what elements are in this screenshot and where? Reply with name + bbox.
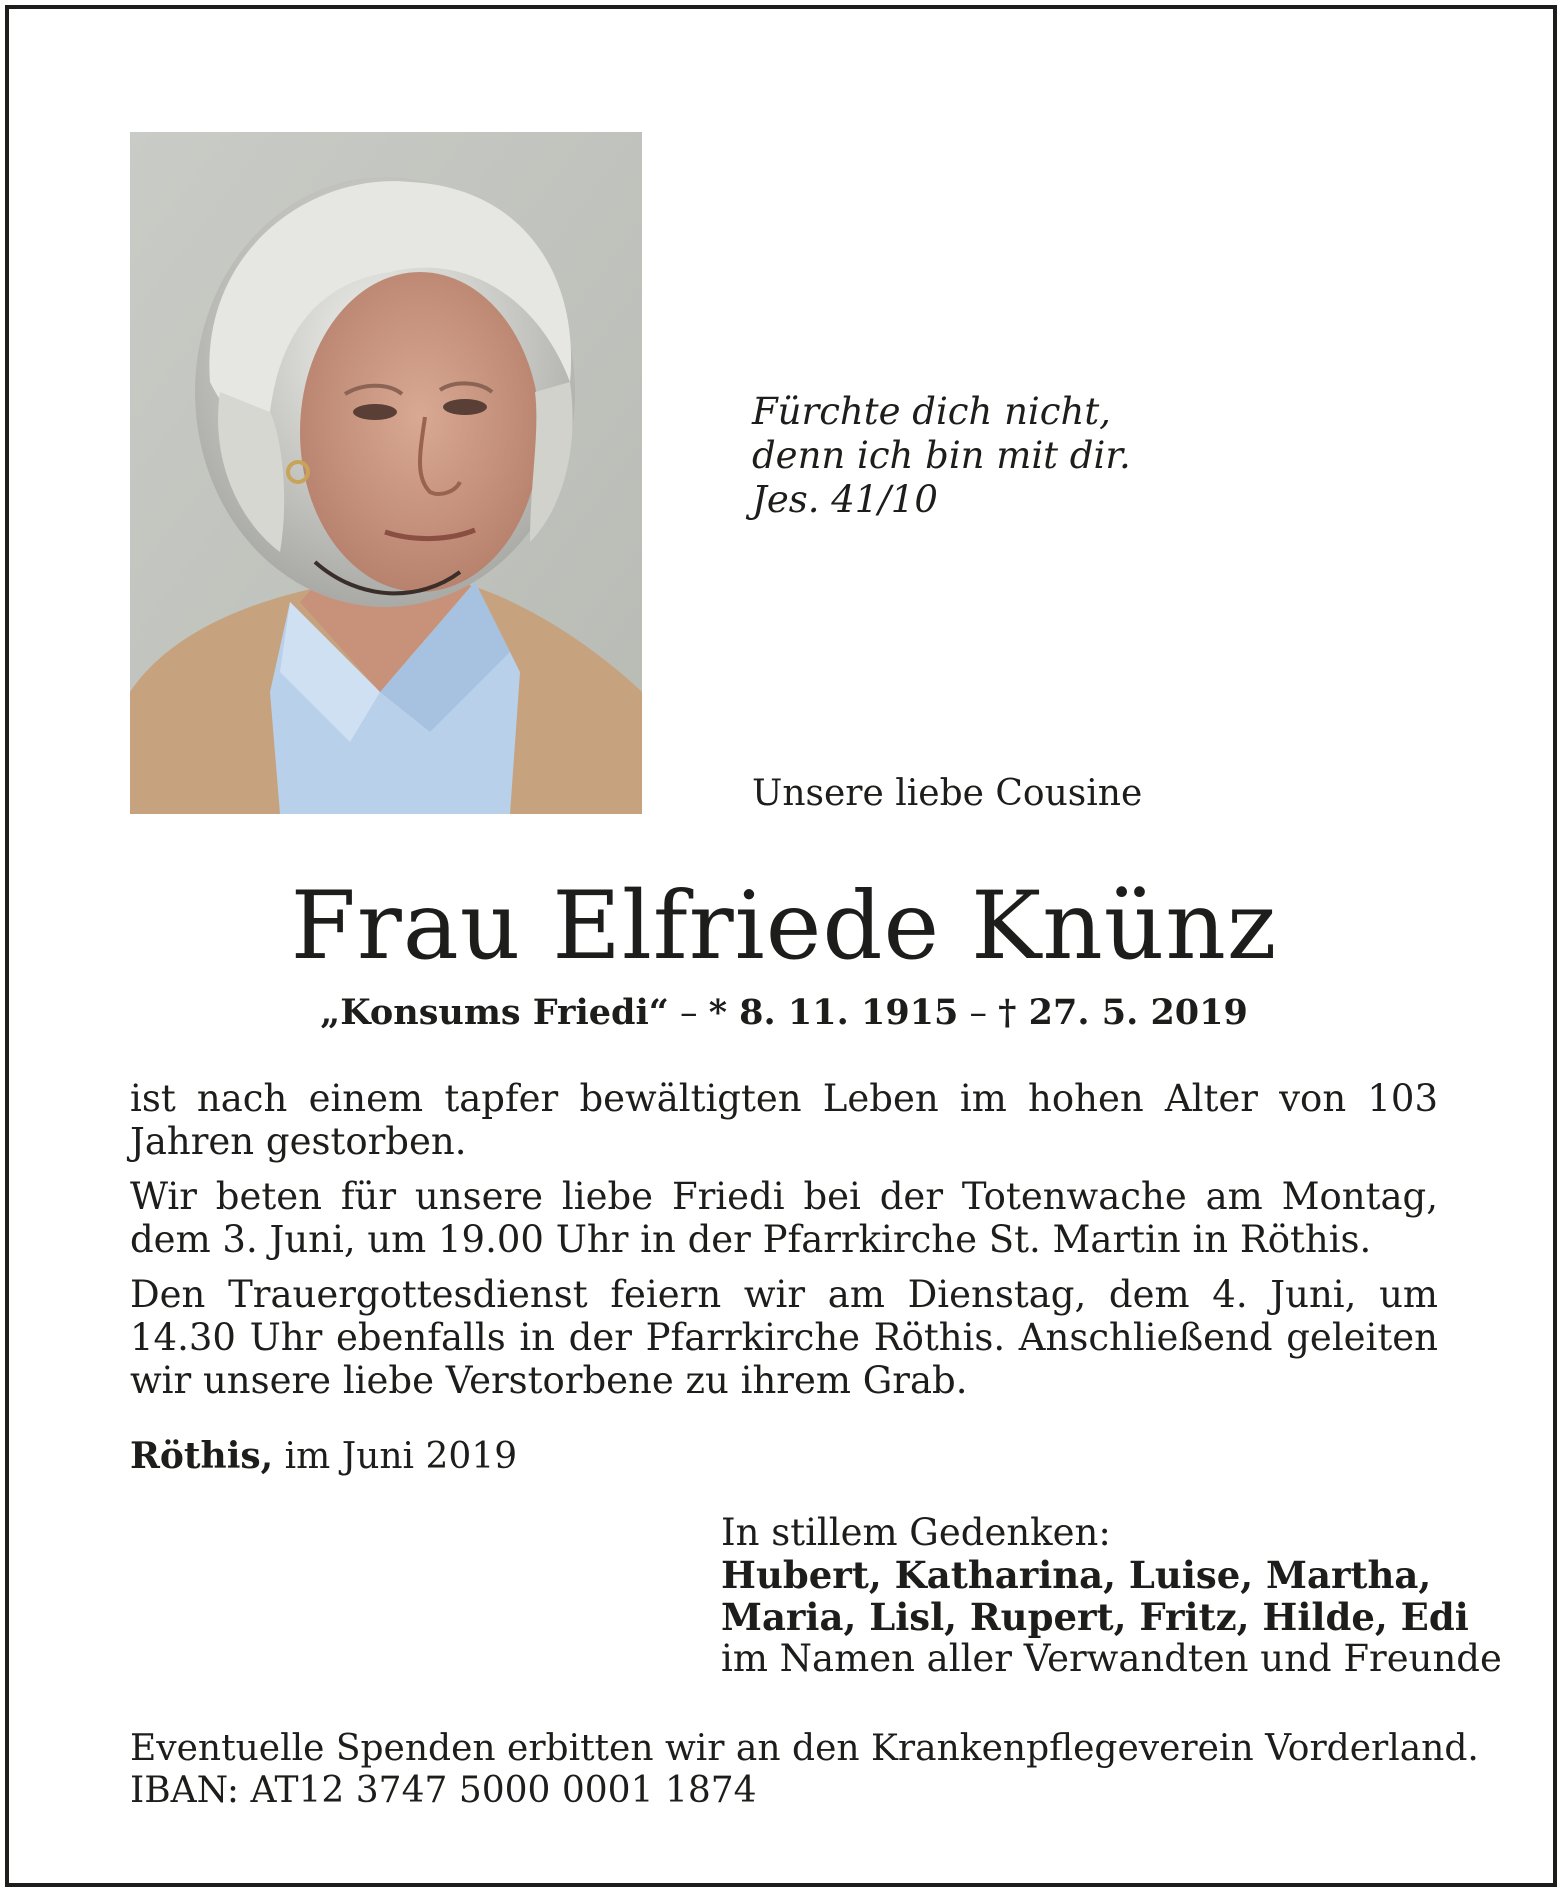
nickname: „Konsums Friedi“ — [320, 992, 669, 1033]
body-paragraph-2: Wir beten für unsere liebe Friedi bei der Totenwache am Montag, dem 3. Juni, um 19.00 Uhr in der Pfarrkirche St. Martin in Röthis. — [130, 1175, 1438, 1261]
separator-1: – — [668, 993, 709, 1033]
place: Röthis, — [130, 1435, 274, 1477]
intro-line: Unsere liebe Cousine — [752, 773, 1143, 814]
donation-iban: IBAN: AT12 3747 5000 0001 1874 — [130, 1770, 757, 1811]
birth-date: * 8. 11. 1915 — [708, 992, 959, 1033]
mourner-names-line-2: Maria, Lisl, Rupert, Fritz, Hilde, Edi — [721, 1595, 1469, 1639]
life-dates — [0, 990, 1568, 1036]
place-and-date — [130, 1434, 517, 1479]
quote-line-2: denn ich bin mit dir. — [752, 434, 1131, 477]
bible-quote — [752, 390, 1131, 522]
body-paragraph-3: Den Trauergottesdienst feiern wir am Dienstag, dem 4. Juni, um 14.30 Uhr ebenfalls in der Pfarrkirche Röthis. Anschließend geleiten wir unsere liebe Verstorbene zu ihrem Grab. — [130, 1273, 1438, 1402]
memorial-heading: In stillem Gedenken: — [721, 1511, 1111, 1554]
announcement-body — [130, 1077, 1438, 1414]
portrait-image — [130, 132, 642, 814]
donation-text: Eventuelle Spenden erbitten wir an den Krankenpflegeverein Vorderland. — [130, 1728, 1479, 1769]
deceased-name: Frau Elfriede Knünz — [290, 872, 1278, 981]
quote-line-1: Fürchte dich nicht, — [752, 390, 1111, 433]
date: im Juni 2019 — [273, 1436, 518, 1477]
memorial-block — [721, 1512, 1502, 1680]
quote-source: Jes. 41/10 — [752, 478, 938, 521]
separator-2: – — [958, 993, 999, 1033]
donation-note — [130, 1728, 1479, 1812]
body-paragraph-1: ist nach einem tapfer bewältigten Leben im hohen Alter von 103 Jahren gestorben. — [130, 1077, 1438, 1163]
memorial-closing: im Namen aller Verwandten und Freunde — [721, 1637, 1502, 1680]
portrait-photo — [130, 132, 642, 814]
mourner-names-line-1: Hubert, Katharina, Luise, Martha, — [721, 1553, 1432, 1597]
death-date: † 27. 5. 2019 — [998, 992, 1248, 1033]
